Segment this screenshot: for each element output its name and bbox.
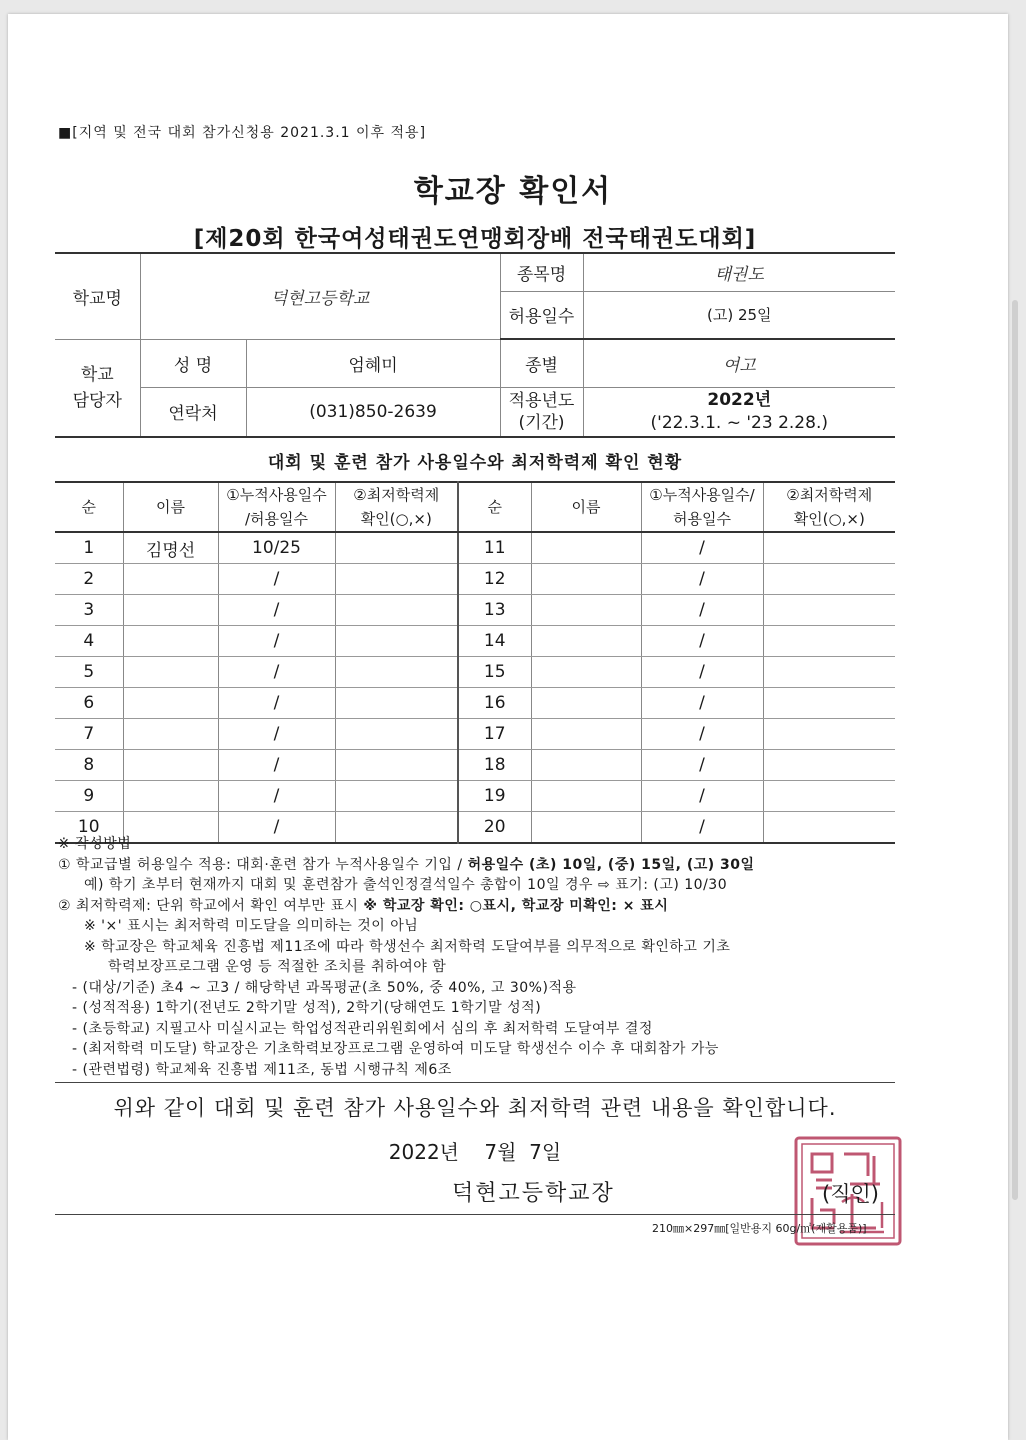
header-days: ①누적사용일수/ 허용일수 <box>641 482 763 532</box>
usage-header-row <box>55 482 895 532</box>
row-days: / <box>218 781 335 812</box>
method-line: - (최저학력 미도달) 학교장은 기초학력보장프로그램 운영하여 미도달 학생선수 이수 후 대회참가 가능 <box>72 1041 719 1057</box>
row-check <box>763 564 895 595</box>
paper-spec: 210㎜×297㎜[일반용지 60g/㎡(재활용품)] <box>652 1222 867 1235</box>
row-check <box>335 781 458 812</box>
header-name: 이름 <box>531 482 641 532</box>
school-value: 덕현고등학교 <box>140 253 500 339</box>
form-note: ■[지역 및 전국 대회 참가신청용 2021.3.1 이후 적용] <box>58 125 427 141</box>
table-row <box>55 688 895 719</box>
row-days: 10/25 <box>218 532 335 564</box>
row-days: / <box>641 626 763 657</box>
row-number: 4 <box>55 626 123 657</box>
table-row <box>55 532 895 564</box>
gender-value: 여고 <box>583 339 895 387</box>
row-check <box>335 595 458 626</box>
row-number: 18 <box>458 750 531 781</box>
row-check <box>763 595 895 626</box>
row-number: 1 <box>55 532 123 564</box>
manager-label: 학교 담당자 <box>55 339 140 437</box>
row-check <box>763 750 895 781</box>
allowed-days-label: 허용일수 <box>500 291 583 339</box>
year-cell <box>583 387 895 437</box>
row-name <box>123 719 218 750</box>
row-number: 13 <box>458 595 531 626</box>
year-label: 적용년도 (기간) <box>500 387 583 437</box>
confirmation-statement: 위와 같이 대회 및 훈련 참가 사용일수와 최저학력 관련 내용을 확인합니다. <box>113 1096 837 1120</box>
method-heading: ※ 작성방법 <box>58 836 132 852</box>
method-line: ※ '×' 표시는 최저학력 미도달을 의미하는 것이 아님 <box>84 918 419 934</box>
method-text: ① 학교급별 허용일수 적용: 대회·훈련 참가 누적사용일수 기입 / <box>58 856 468 873</box>
row-days: / <box>641 532 763 564</box>
method-line: 예) 학기 초부터 현재까지 대회 및 훈련참가 출석인정결석일수 총합이 10일 경우 ⇨ 표기: (고) 10/30 <box>84 877 728 893</box>
contact-label: 연락처 <box>140 387 246 437</box>
row-name <box>531 781 641 812</box>
row-number: 16 <box>458 688 531 719</box>
competition-title: [제20회 한국여성태권도연맹회장배 전국태권도대회] <box>193 226 757 252</box>
contact-value: (031)850-2639 <box>246 387 500 437</box>
method-line <box>58 855 898 876</box>
row-number: 11 <box>458 532 531 564</box>
table-row <box>55 595 895 626</box>
row-check <box>335 532 458 564</box>
usage-section-title: 대회 및 훈련 참가 사용일수와 최저학력제 확인 현황 <box>267 453 683 473</box>
row-name <box>531 688 641 719</box>
divider <box>55 1214 895 1215</box>
issue-date: 2022년 7월 7일 <box>388 1140 562 1164</box>
method-line: ※ 학교장은 학교체육 진흥법 제11조에 따라 학생선수 최저학력 도달여부를 의무적으로 확인하고 기초 <box>84 938 731 955</box>
writing-method <box>58 834 898 1080</box>
year-value: 2022년 <box>707 389 772 410</box>
method-text: ② 최저학력제: 단위 학교에서 확인 여부만 표시 <box>58 897 364 914</box>
table-row <box>55 564 895 595</box>
gender-label: 종별 <box>500 339 583 387</box>
row-days: / <box>641 564 763 595</box>
header-no: 순 <box>458 482 531 532</box>
row-name <box>531 750 641 781</box>
method-line: - (대상/기준) 초4 ~ 고3 / 해당학년 과목평균(초 50%, 중 40%, 고 30%)적용 <box>72 979 577 996</box>
row-check <box>335 564 458 595</box>
page-title: 학교장 확인서 <box>413 174 613 209</box>
period-value: ('22.3.1. ~ '23 2.28.) <box>650 412 828 433</box>
row-name <box>123 657 218 688</box>
row-number: 9 <box>55 781 123 812</box>
row-name <box>123 626 218 657</box>
header-days: ①누적사용일수 /허용일수 <box>218 482 335 532</box>
event-label: 종목명 <box>500 253 583 291</box>
usage-table <box>55 481 895 844</box>
scrollbar[interactable] <box>1012 300 1018 1200</box>
row-days: / <box>641 781 763 812</box>
name-label: 성 명 <box>140 339 246 387</box>
row-days: / <box>641 657 763 688</box>
row-check <box>763 688 895 719</box>
row-name <box>531 532 641 564</box>
row-days: / <box>218 688 335 719</box>
row-number: 17 <box>458 719 531 750</box>
row-check <box>335 688 458 719</box>
row-check <box>335 719 458 750</box>
table-row <box>55 781 895 812</box>
seal-label: (직인) <box>822 1182 879 1206</box>
table-row <box>55 626 895 657</box>
row-check <box>763 532 895 564</box>
row-check <box>763 781 895 812</box>
row-number: 8 <box>55 750 123 781</box>
method-line: - (성적적용) 1학기(전년도 2학기말 성적), 2학기(당해연도 1학기말 성적) <box>72 1000 542 1016</box>
row-days: / <box>218 657 335 688</box>
header-min-academic: ②최저학력제 확인(○,×) <box>763 482 895 532</box>
table-row <box>55 657 895 688</box>
row-number: 10 <box>55 812 123 844</box>
row-number: 2 <box>55 564 123 595</box>
method-line <box>58 896 898 917</box>
table-row <box>55 750 895 781</box>
school-label: 학교명 <box>55 253 140 339</box>
row-days: / <box>218 812 335 844</box>
row-check <box>763 719 895 750</box>
row-name <box>123 750 218 781</box>
method-line: - (초등학교) 지필고사 미실시교는 학업성적관리위원회에서 심의 후 최저학력 도달여부 결정 <box>72 1020 653 1037</box>
allowed-days-value: (고) 25일 <box>583 291 895 339</box>
row-name: 김명선 <box>123 532 218 564</box>
row-name <box>531 719 641 750</box>
row-days: / <box>218 750 335 781</box>
method-text-bold: ※ 학교장 확인: ○표시, 학교장 미확인: × 표시 <box>363 897 669 914</box>
row-days: / <box>218 719 335 750</box>
name-value: 엄혜미 <box>246 339 500 387</box>
row-days: / <box>641 750 763 781</box>
row-number: 6 <box>55 688 123 719</box>
row-name <box>123 595 218 626</box>
row-name <box>531 657 641 688</box>
row-name <box>123 781 218 812</box>
header-name: 이름 <box>123 482 218 532</box>
row-check <box>763 626 895 657</box>
method-text-bold: 허용일수 (초) 10일, (중) 15일, (고) 30일 <box>467 856 755 873</box>
row-number: 19 <box>458 781 531 812</box>
row-days: / <box>218 564 335 595</box>
row-name <box>123 688 218 719</box>
row-days: / <box>641 719 763 750</box>
event-value: 태권도 <box>583 253 895 291</box>
row-number: 15 <box>458 657 531 688</box>
row-check <box>335 626 458 657</box>
row-days: / <box>641 688 763 719</box>
row-number: 20 <box>458 812 531 844</box>
row-days: / <box>218 626 335 657</box>
row-number: 5 <box>55 657 123 688</box>
row-name <box>531 564 641 595</box>
principal-name: 덕현고등학교장 <box>452 1181 615 1206</box>
row-check <box>335 750 458 781</box>
row-check <box>335 657 458 688</box>
row-name <box>531 626 641 657</box>
row-number: 12 <box>458 564 531 595</box>
row-days: / <box>218 595 335 626</box>
header-min-academic: ②최저학력제 확인(○,×) <box>335 482 458 532</box>
row-name <box>531 595 641 626</box>
row-number: 3 <box>55 595 123 626</box>
school-info-table <box>55 252 895 438</box>
row-number: 7 <box>55 719 123 750</box>
method-line: 학력보장프로그램 운영 등 적절한 조치를 취하여야 함 <box>108 959 447 975</box>
row-number: 14 <box>458 626 531 657</box>
row-days: / <box>641 812 763 844</box>
row-check <box>763 657 895 688</box>
row-name <box>123 564 218 595</box>
row-days: / <box>641 595 763 626</box>
method-line: - (관련법령) 학교체육 진흥법 제11조, 동법 시행규칙 제6조 <box>72 1061 452 1078</box>
header-no: 순 <box>55 482 123 532</box>
divider <box>55 1082 895 1083</box>
table-row <box>55 719 895 750</box>
